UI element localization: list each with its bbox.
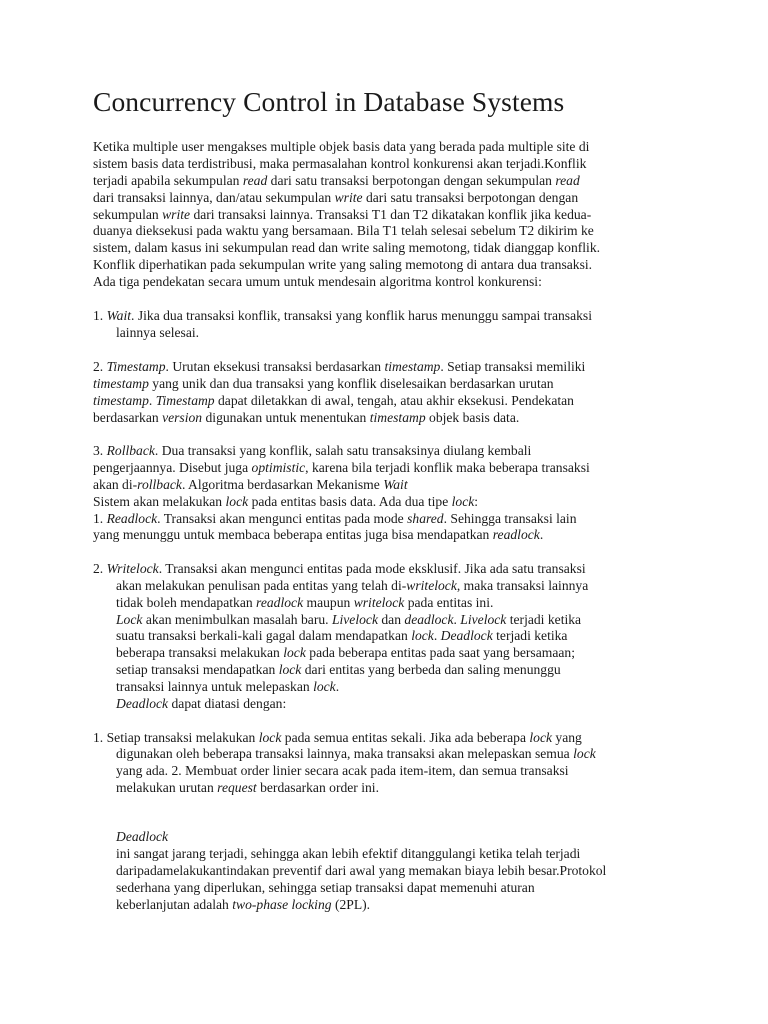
text-line bbox=[93, 156, 586, 172]
text-run: tidak boleh mendapatkan bbox=[116, 595, 257, 610]
text-run: pada entitas basis data. Ada dua tipe bbox=[248, 494, 452, 509]
italic-term: read bbox=[555, 173, 580, 188]
text-line bbox=[116, 829, 168, 845]
italic-term: Rollback bbox=[106, 443, 155, 458]
italic-term: lock bbox=[529, 730, 553, 745]
text-run: suatu transaksi berkali-kali gagal dalam mendapatkan bbox=[116, 628, 412, 643]
italic-term: lock bbox=[258, 730, 282, 745]
text-run: dari satu transaksi berpotongan dengan sekumpulan bbox=[267, 173, 556, 188]
italic-term: read bbox=[242, 173, 268, 188]
text-line bbox=[93, 139, 589, 155]
italic-term: writelock bbox=[406, 578, 457, 593]
text-run: dari satu transaksi berpotongan dengan bbox=[362, 190, 579, 205]
text-run: . bbox=[335, 679, 340, 694]
text-line bbox=[93, 240, 600, 256]
text-line bbox=[116, 880, 535, 896]
text-run: . Jika dua transaksi konflik, transaksi yang konflik harus menunggu sampai transaksi bbox=[131, 308, 592, 323]
text-run: terjadi ketika bbox=[506, 612, 582, 627]
text-line bbox=[93, 257, 592, 273]
text-line bbox=[116, 578, 588, 594]
text-run: . Setiap transaksi memiliki bbox=[440, 359, 586, 374]
text-line bbox=[93, 376, 554, 392]
italic-term: deadlock bbox=[404, 612, 454, 627]
text-line bbox=[116, 897, 370, 913]
text-run: dari transaksi lainnya. Transaksi T1 dan T2 dikatakan konflik jika kedua- bbox=[190, 207, 592, 222]
italic-term: Readlock bbox=[106, 511, 158, 526]
text-line bbox=[93, 359, 585, 375]
text-run: dari entitas yang berbeda dan saling menunggu bbox=[301, 662, 561, 677]
italic-term: write bbox=[162, 207, 191, 222]
text-line bbox=[93, 410, 519, 426]
text-run: 1. Setiap transaksi melakukan bbox=[93, 730, 259, 745]
text-line bbox=[116, 763, 569, 779]
italic-term: readlock bbox=[256, 595, 304, 610]
italic-term: lock bbox=[313, 679, 336, 694]
italic-term: Deadlock bbox=[116, 829, 169, 844]
page-title: Concurrency Control in Database Systems bbox=[93, 86, 565, 117]
italic-term: Writelock bbox=[106, 561, 159, 576]
text-run: 2. bbox=[93, 359, 107, 374]
text-run: beberapa transaksi melakukan bbox=[116, 645, 284, 660]
text-run: dari transaksi lainnya, dan/atau sekumpulan bbox=[93, 190, 335, 205]
text-run: berdasarkan order ini. bbox=[256, 780, 379, 795]
text-run: terjadi ketika bbox=[492, 628, 568, 643]
text-run: keberlanjutan adalah bbox=[116, 897, 233, 912]
italic-term: Livelock bbox=[331, 612, 378, 627]
text-run: yang bbox=[552, 730, 582, 745]
text-run: . Urutan eksekusi transaksi berdasarkan bbox=[165, 359, 385, 374]
text-run: akan menimbulkan masalah baru. bbox=[142, 612, 332, 627]
text-line bbox=[93, 460, 590, 476]
text-line bbox=[93, 494, 478, 510]
text-line bbox=[93, 527, 543, 543]
text-run: (2PL). bbox=[331, 897, 371, 912]
text-run: 3. bbox=[93, 443, 107, 458]
italic-term: lock bbox=[451, 494, 475, 509]
text-run: akan melakukan penulisan pada entitas yang telah di- bbox=[116, 578, 407, 593]
text-run: . Sehingga transaksi lain bbox=[443, 511, 577, 526]
italic-term: version bbox=[162, 410, 203, 425]
text-line bbox=[116, 679, 339, 695]
italic-term: timestamp bbox=[369, 410, 426, 425]
text-run: . bbox=[539, 527, 544, 542]
text-run: . bbox=[433, 628, 441, 643]
text-line bbox=[116, 863, 606, 879]
text-run: . Algoritma berdasarkan Mekanisme bbox=[181, 477, 384, 492]
text-run: daripadamelakukantindakan preventif dari awal yang memakan biaya lebih besar.Protokol bbox=[116, 863, 607, 878]
italic-term: rollback bbox=[137, 477, 182, 492]
text-run: yang unik dan dua transaksi yang konflik diselesaikan berdasarkan urutan bbox=[148, 376, 554, 391]
text-run: sederhana yang diperlukan, sehingga setiap transaksi dapat memenuhi aturan bbox=[116, 880, 535, 895]
text-run: akan di- bbox=[93, 477, 138, 492]
text-run: duanya dieksekusi pada waktu yang bersamaan. Bila T1 telah selesai sebelum T2 dikirim ke bbox=[93, 223, 594, 238]
text-run: . bbox=[148, 393, 156, 408]
text-line bbox=[93, 274, 542, 290]
text-line bbox=[116, 595, 493, 611]
text-run: dapat diatasi dengan: bbox=[168, 696, 287, 711]
italic-term: writelock bbox=[353, 595, 405, 610]
text-run: : bbox=[474, 494, 479, 509]
text-line bbox=[116, 645, 575, 661]
text-run: melakukan urutan bbox=[116, 780, 218, 795]
text-line bbox=[93, 207, 591, 223]
italic-term: lock bbox=[283, 645, 306, 660]
text-run: objek basis data. bbox=[425, 410, 520, 425]
italic-term: Timestamp bbox=[155, 393, 215, 408]
text-run: ini sangat jarang terjadi, sehingga akan lebih efektif ditanggulangi ketika telah terjadi bbox=[116, 846, 581, 861]
text-run: transaksi lainnya untuk melepaskan bbox=[116, 679, 314, 694]
text-line bbox=[93, 730, 582, 746]
text-run: pada beberapa entitas pada saat yang bersamaan; bbox=[305, 645, 575, 660]
text-line bbox=[116, 846, 580, 862]
text-run: , maka transaksi lainnya bbox=[456, 578, 589, 593]
text-run: dan bbox=[377, 612, 405, 627]
italic-term: Timestamp bbox=[106, 359, 166, 374]
text-run: Konflik diperhatikan pada sekumpulan write yang saling memotong di antara dua transaksi. bbox=[93, 257, 593, 272]
text-run: pada semua entitas sekali. Jika ada beberapa bbox=[281, 730, 530, 745]
italic-term: request bbox=[217, 780, 257, 795]
text-run: pengerjaannya. Disebut juga bbox=[93, 460, 252, 475]
text-run: sistem basis data terdistribusi, maka permasalahan kontrol konkurensi akan terjadi.Konflik bbox=[93, 156, 587, 171]
italic-term: timestamp bbox=[384, 359, 441, 374]
italic-term: readlock bbox=[492, 527, 540, 542]
italic-term: two-phase locking bbox=[232, 897, 332, 912]
italic-term: optimistic bbox=[251, 460, 306, 475]
text-run: . Transaksi akan mengunci entitas pada mode eksklusif. Jika ada satu transaksi bbox=[158, 561, 586, 576]
text-line bbox=[93, 477, 408, 493]
text-line bbox=[116, 696, 286, 712]
italic-term: Lock bbox=[116, 612, 143, 627]
text-line bbox=[93, 223, 594, 239]
text-line bbox=[93, 173, 580, 189]
italic-term: timestamp bbox=[93, 376, 149, 391]
text-line bbox=[116, 325, 199, 341]
italic-term: Deadlock bbox=[440, 628, 493, 643]
text-line bbox=[93, 308, 592, 324]
text-run: . Dua transaksi yang konflik, salah satu transaksinya diulang kembali bbox=[154, 443, 532, 458]
text-run: setiap transaksi mendapatkan bbox=[116, 662, 279, 677]
text-line bbox=[93, 393, 574, 409]
text-run: dapat diletakkan di awal, tengah, atau akhir eksekusi. Pendekatan bbox=[214, 393, 574, 408]
italic-term: lock bbox=[573, 746, 596, 761]
text-run: maupun bbox=[303, 595, 354, 610]
text-run: yang ada. 2. Membuat order linier secara acak pada item-item, dan semua transaksi bbox=[116, 763, 569, 778]
text-run: 1. bbox=[93, 308, 107, 323]
italic-term: Deadlock bbox=[116, 696, 169, 711]
text-run: lainnya selesai. bbox=[116, 325, 200, 340]
text-line bbox=[116, 662, 561, 678]
text-line bbox=[93, 561, 586, 577]
italic-term: lock bbox=[225, 494, 249, 509]
text-run: . Transaksi akan mengunci entitas pada mode bbox=[157, 511, 408, 526]
text-line bbox=[93, 190, 578, 206]
text-run: sistem, dalam kasus ini sekumpulan read dan write saling memotong, tidak dianggap konflik. bbox=[93, 240, 601, 255]
text-line bbox=[116, 612, 581, 628]
italic-term: shared bbox=[407, 511, 444, 526]
italic-term: timestamp bbox=[93, 393, 149, 408]
text-line bbox=[116, 746, 596, 762]
italic-term: Livelock bbox=[460, 612, 507, 627]
italic-term: Wait bbox=[106, 308, 132, 323]
italic-term: write bbox=[334, 190, 363, 205]
text-run: Ada tiga pendekatan secara umum untuk mendesain algoritma kontrol konkurensi: bbox=[93, 274, 542, 289]
italic-term: lock bbox=[278, 662, 302, 677]
text-run: digunakan untuk menentukan bbox=[202, 410, 370, 425]
text-run: . bbox=[453, 612, 461, 627]
text-run: Sistem akan melakukan bbox=[93, 494, 226, 509]
text-run: 2. bbox=[93, 561, 107, 576]
text-run: , karena bila terjadi konflik maka beberapa transaksi bbox=[305, 460, 590, 475]
text-line bbox=[93, 443, 531, 459]
text-run: sekumpulan bbox=[93, 207, 163, 222]
text-run: 1. bbox=[93, 511, 107, 526]
text-run: terjadi apabila sekumpulan bbox=[93, 173, 243, 188]
text-run: digunakan oleh beberapa transaksi lainnya, maka transaksi akan melepaskan semua bbox=[116, 746, 574, 761]
italic-term: Wait bbox=[383, 477, 408, 492]
text-run: berdasarkan bbox=[93, 410, 163, 425]
italic-term: lock bbox=[411, 628, 434, 643]
text-line bbox=[116, 628, 567, 644]
text-line bbox=[93, 511, 577, 527]
text-run: yang menunggu untuk membaca beberapa entitas juga bisa mendapatkan bbox=[93, 527, 493, 542]
text-run: Ketika multiple user mengakses multiple objek basis data yang berada pada multiple site di bbox=[93, 139, 590, 154]
text-run: pada entitas ini. bbox=[404, 595, 494, 610]
text-line bbox=[116, 780, 379, 796]
